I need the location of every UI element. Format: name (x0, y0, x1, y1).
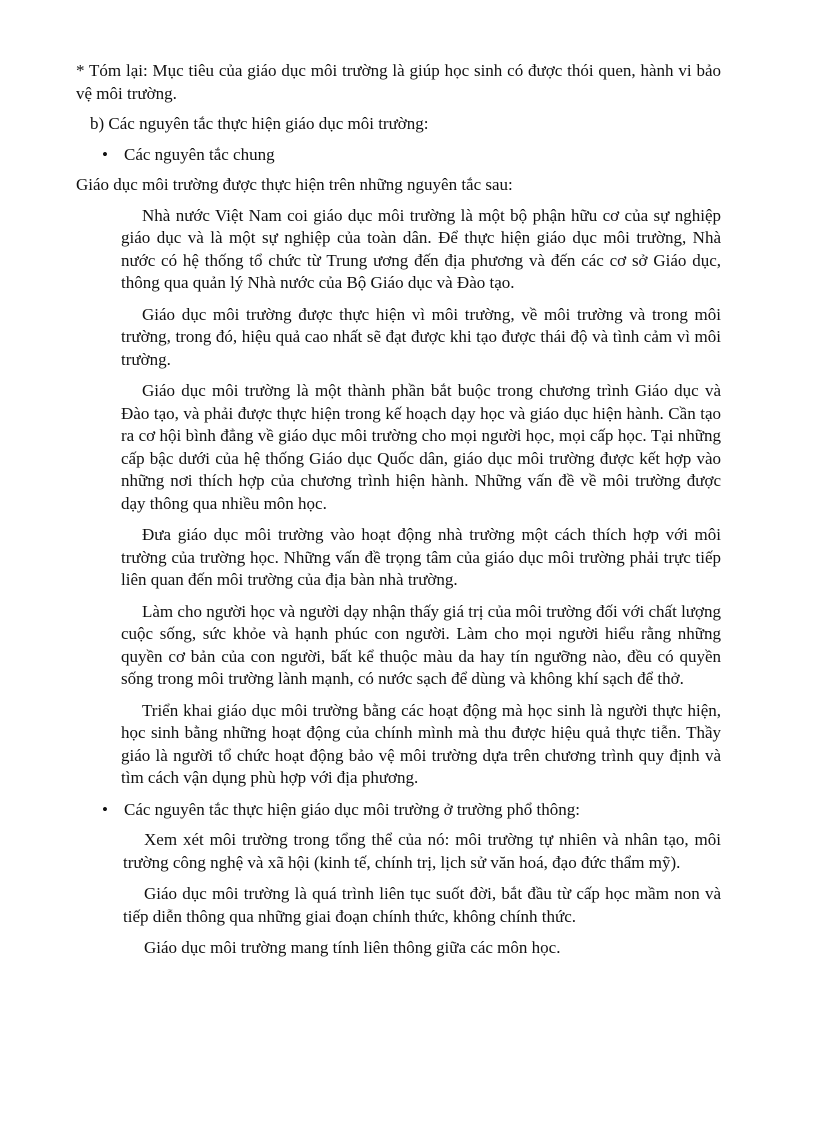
principle-paragraph: Giáo dục môi trường được thực hiện vì môi trường, về môi trường và trong môi trường, trong đó, hiệu quả cao nhất sẽ đạt được khi tạo được thái độ và tình cảm vì môi trường. (121, 304, 721, 369)
principle-paragraph: Làm cho người học và người dạy nhận thấy giá trị của môi trường đối với chất lượng cuộc sống, sức khỏe và hạnh phúc con người. Làm cho mọi người hiểu rằng những quyền cơ bản của con người, bất kể thuộc màu da hay tín ngưỡng nào, đều có quyền sống trong môi trường lành mạnh, có nước sạch để dùng và không khí sạch để thở. (121, 601, 721, 688)
principle-paragraph: Giáo dục môi trường là một thành phần bắt buộc trong chương trình Giáo dục và Đào tạo, và phải được thực hiện trong kế hoạch dạy học và giáo dục hiện hành. Cần tạo ra cơ hội bình đẳng về giáo dục môi trường cho mọi người học, mọi cấp học. Tại những cấp bậc dưới của hệ thống Giáo dục Quốc dân, giáo dục môi trường được kết hợp vào những nơi thích hợp của chương trình hiện hành. Những vấn đề về môi trường được dạy thông qua nhiều môn học. (121, 381, 721, 513)
summary-paragraph: * Tóm lại: Mục tiêu của giáo dục môi trường là giúp học sinh có được thói quen, hành vi bảo vệ môi trường. (76, 61, 721, 103)
principle-paragraph: Nhà nước Việt Nam coi giáo dục môi trường là một bộ phận hữu cơ của sự nghiệp giáo dục và là một sự nghiệp của toàn dân. Để thực hiện giáo dục môi trường, Nhà nước có hệ thống tổ chức từ Trung ương đến địa phương và đến các cơ sở Giáo dục, thông qua quản lý Nhà nước của Bộ Giáo dục và Đào tạo. (121, 205, 721, 292)
bullet-label: Các nguyên tắc thực hiện giáo dục môi trường ở trường phổ thông: (124, 799, 580, 819)
principle-paragraph: Triển khai giáo dục môi trường bằng các hoạt động mà học sinh là người thực hiện, học sinh bằng những hoạt động của chính mình mà thu được hiệu quả thực tiễn. Thầy giáo là người tổ chức hoạt động bảo vệ môi trường dựa trên chương trình quy định và tìm cách vận dụng phù hợp với địa phương. (121, 700, 721, 787)
school-principle-paragraph: Xem xét môi trường trong tổng thể của nó: môi trường tự nhiên và nhân tạo, môi trường công nghệ và xã hội (kinh tế, chính trị, lịch sử văn hoá, đạo đức thẩm mỹ). (123, 830, 721, 872)
document-page (76, 60, 721, 969)
section-b-heading: b) Các nguyên tắc thực hiện giáo dục môi trường: (90, 114, 429, 133)
principle-paragraph: Đưa giáo dục môi trường vào hoạt động nhà trường một cách thích hợp với môi trường của trường học. Những vấn đề trọng tâm của giáo dục môi trường phải trực tiếp liên quan đến môi trường của địa bàn nhà trường. (121, 525, 721, 589)
lead-paragraph: Giáo dục môi trường được thực hiện trên những nguyên tắc sau: (76, 175, 513, 194)
school-principle-paragraph: Giáo dục môi trường mang tính liên thông giữa các môn học. (144, 938, 561, 957)
school-principle-paragraph: Giáo dục môi trường là quá trình liên tục suốt đời, bắt đầu từ cấp học mầm non và tiếp diễn thông qua những giai đoạn chính thức, không chính thức. (123, 884, 721, 926)
bullet-school-principles (76, 799, 721, 822)
bullet-icon: • (102, 144, 108, 164)
bullet-label: Các nguyên tắc chung (124, 144, 275, 164)
bullet-general-principles (76, 144, 721, 167)
bullet-icon: • (102, 799, 108, 819)
